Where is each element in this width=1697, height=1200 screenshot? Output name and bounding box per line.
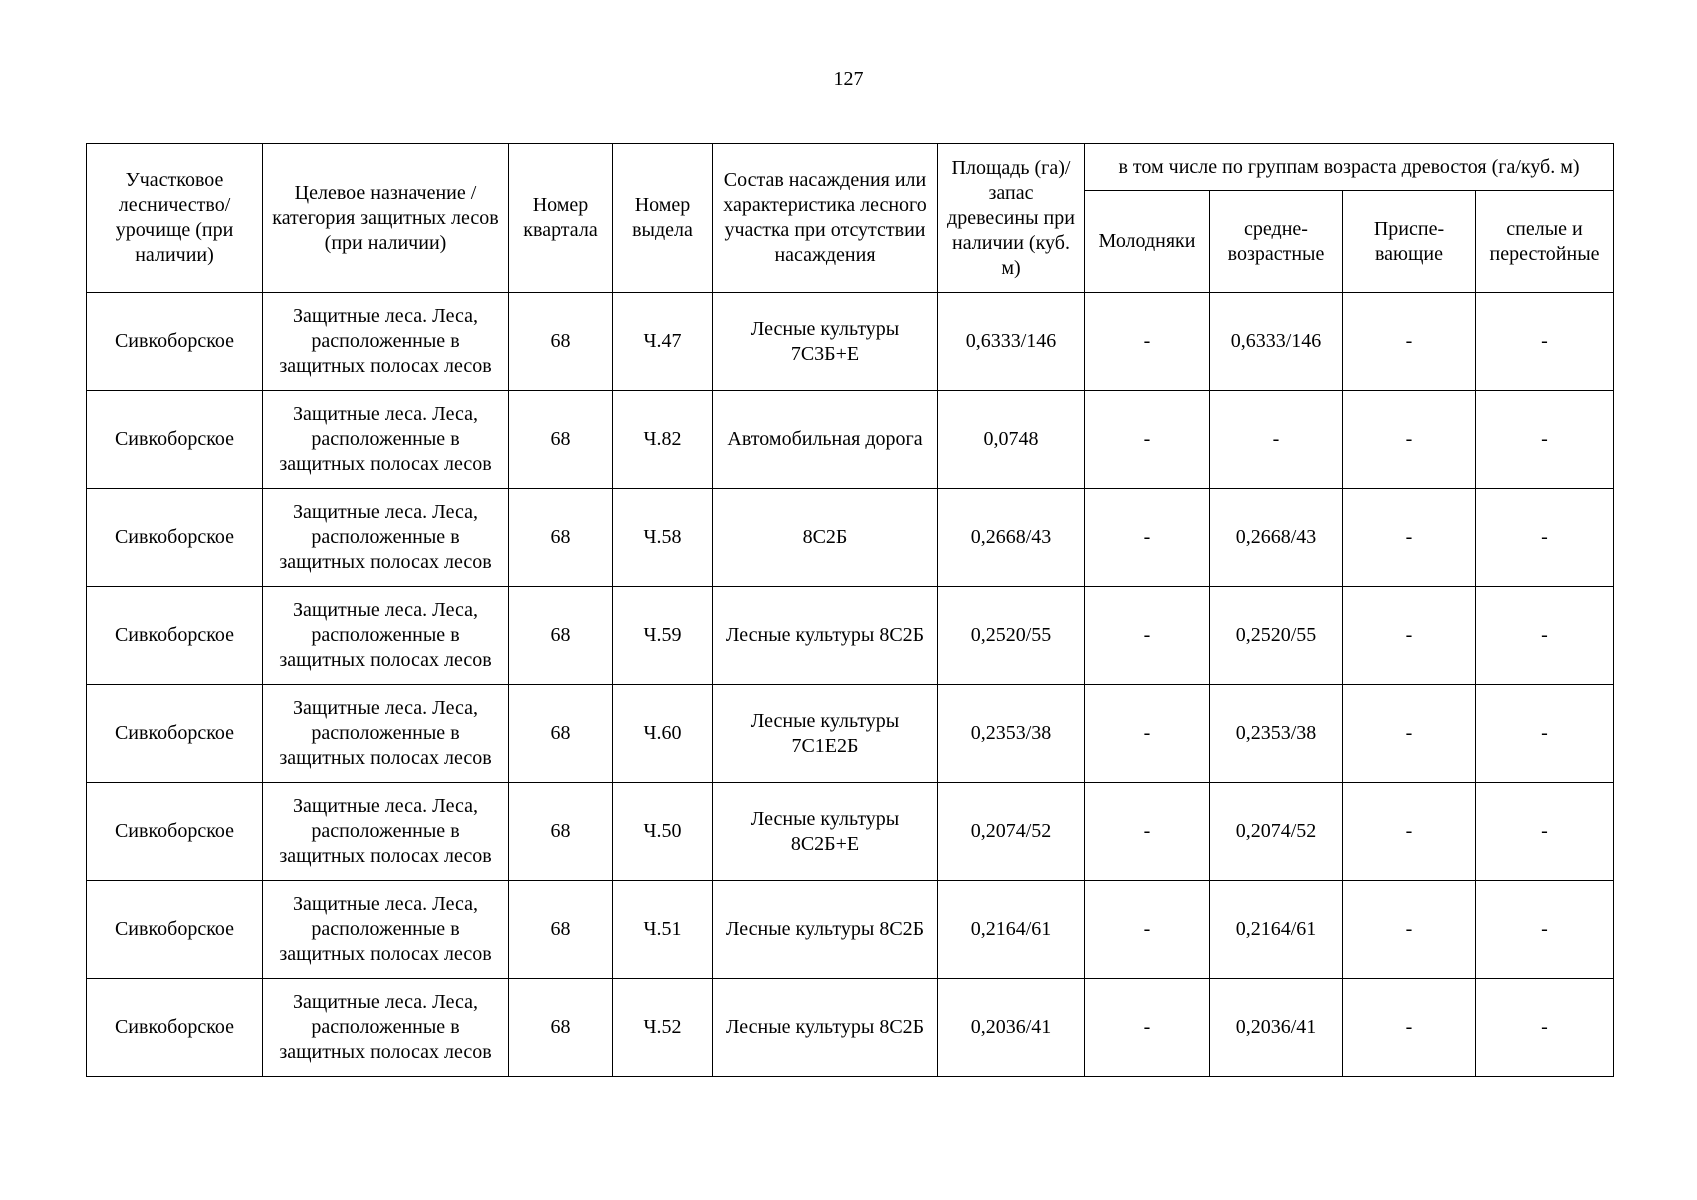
table-row [87,489,1614,587]
cell-middle: 0,2353/38 [1210,685,1343,783]
cell-quarter: 68 [509,587,613,685]
cell-quarter: 68 [509,881,613,979]
cell-forestry: Сивкоборское [87,587,263,685]
cell-allotment: Ч.58 [613,489,713,587]
page-number: 127 [833,68,864,90]
table-row [87,783,1614,881]
cell-mature: - [1476,489,1614,587]
cell-middle: 0,2036/41 [1210,979,1343,1077]
cell-quarter: 68 [509,293,613,391]
cell-young: - [1085,587,1210,685]
table-row [87,979,1614,1077]
cell-middle: 0,2074/52 [1210,783,1343,881]
cell-quarter: 68 [509,783,613,881]
cell-middle: 0,2668/43 [1210,489,1343,587]
cell-maturing: - [1343,293,1476,391]
table-row [87,685,1614,783]
cell-middle: 0,6333/146 [1210,293,1343,391]
cell-allotment: Ч.47 [613,293,713,391]
cell-area: 0,2353/38 [938,685,1085,783]
cell-young: - [1085,979,1210,1077]
cell-forestry: Сивкоборское [87,489,263,587]
cell-young: - [1085,783,1210,881]
cell-allotment: Ч.50 [613,783,713,881]
cell-quarter: 68 [509,489,613,587]
header-age-groups: в том числе по группам возраста древостоя (га/куб. м) [1085,144,1614,191]
cell-purpose: Защитные леса. Леса, расположенные в защитных полосах лесов [263,391,509,489]
cell-mature: - [1476,391,1614,489]
cell-young: - [1085,293,1210,391]
cell-quarter: 68 [509,979,613,1077]
cell-area: 0,2074/52 [938,783,1085,881]
forest-allotment-table [86,143,1614,1077]
header-area: Площадь (га)/ запас древесины при наличии (куб. м) [938,144,1085,293]
cell-maturing: - [1343,881,1476,979]
cell-middle: 0,2164/61 [1210,881,1343,979]
cell-young: - [1085,391,1210,489]
cell-composition: Лесные культуры 8С2Б [713,587,938,685]
header-young: Молодняки [1085,191,1210,293]
table-row [87,881,1614,979]
cell-composition: Лесные культуры 8С2Б+Е [713,783,938,881]
cell-purpose: Защитные леса. Леса, расположенные в защитных полосах лесов [263,783,509,881]
cell-mature: - [1476,685,1614,783]
cell-area: 0,2164/61 [938,881,1085,979]
header-allotment: Номер выдела [613,144,713,293]
cell-quarter: 68 [509,391,613,489]
cell-middle: 0,2520/55 [1210,587,1343,685]
cell-maturing: - [1343,489,1476,587]
cell-purpose: Защитные леса. Леса, расположенные в защитных полосах лесов [263,881,509,979]
header-middle: средне-возрастные [1210,191,1343,293]
cell-maturing: - [1343,391,1476,489]
cell-mature: - [1476,783,1614,881]
cell-allotment: Ч.59 [613,587,713,685]
cell-purpose: Защитные леса. Леса, расположенные в защитных полосах лесов [263,293,509,391]
cell-middle: - [1210,391,1343,489]
cell-area: 0,2036/41 [938,979,1085,1077]
cell-maturing: - [1343,685,1476,783]
cell-purpose: Защитные леса. Леса, расположенные в защитных полосах лесов [263,685,509,783]
cell-area: 0,2668/43 [938,489,1085,587]
cell-purpose: Защитные леса. Леса, расположенные в защитных полосах лесов [263,979,509,1077]
header-forestry: Участковое лесничество/ урочище (при наличии) [87,144,263,293]
cell-composition: Автомобильная дорога [713,391,938,489]
cell-young: - [1085,881,1210,979]
cell-area: 0,0748 [938,391,1085,489]
header-maturing: Приспе-вающие [1343,191,1476,293]
cell-allotment: Ч.52 [613,979,713,1077]
cell-mature: - [1476,293,1614,391]
table-header-row [87,144,1614,191]
cell-forestry: Сивкоборское [87,881,263,979]
cell-mature: - [1476,979,1614,1077]
cell-allotment: Ч.60 [613,685,713,783]
cell-allotment: Ч.82 [613,391,713,489]
header-composition: Состав насаждения или характеристика лесного участка при отсутствии насаждения [713,144,938,293]
cell-young: - [1085,489,1210,587]
cell-young: - [1085,685,1210,783]
table-row [87,391,1614,489]
cell-allotment: Ч.51 [613,881,713,979]
cell-mature: - [1476,881,1614,979]
cell-forestry: Сивкоборское [87,391,263,489]
cell-composition: Лесные культуры 7С3Б+Е [713,293,938,391]
cell-maturing: - [1343,587,1476,685]
table-row [87,587,1614,685]
cell-maturing: - [1343,783,1476,881]
table-body [87,293,1614,1077]
cell-purpose: Защитные леса. Леса, расположенные в защитных полосах лесов [263,587,509,685]
cell-purpose: Защитные леса. Леса, расположенные в защитных полосах лесов [263,489,509,587]
cell-maturing: - [1343,979,1476,1077]
cell-composition: Лесные культуры 7С1Е2Б [713,685,938,783]
cell-forestry: Сивкоборское [87,685,263,783]
table-row [87,293,1614,391]
cell-forestry: Сивкоборское [87,783,263,881]
cell-composition: Лесные культуры 8С2Б [713,881,938,979]
cell-quarter: 68 [509,685,613,783]
cell-forestry: Сивкоборское [87,979,263,1077]
cell-area: 0,6333/146 [938,293,1085,391]
cell-mature: - [1476,587,1614,685]
cell-forestry: Сивкоборское [87,293,263,391]
header-mature: спелые и перестойные [1476,191,1614,293]
header-quarter: Номер квартала [509,144,613,293]
cell-composition: Лесные культуры 8С2Б [713,979,938,1077]
cell-area: 0,2520/55 [938,587,1085,685]
header-purpose: Целевое назначение / категория защитных лесов (при наличии) [263,144,509,293]
cell-composition: 8С2Б [713,489,938,587]
